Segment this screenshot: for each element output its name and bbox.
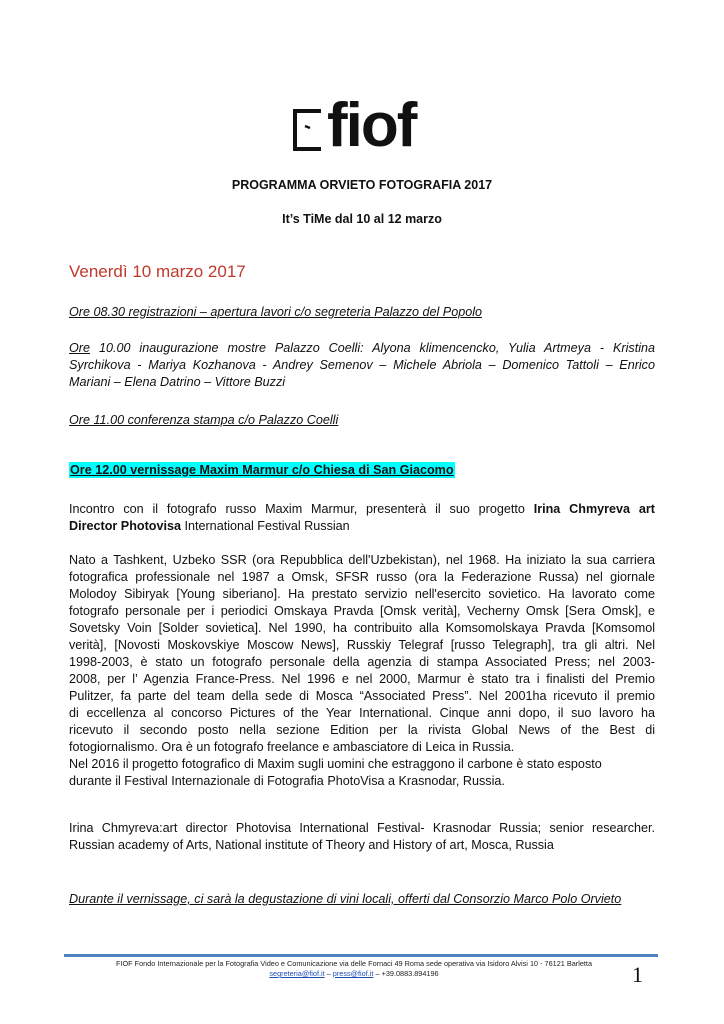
bio-line: Pulitzer, fa parte del team della sede di Mosca “Associated Press”. Nel 2001ha ricevuto il premio	[69, 689, 655, 703]
bio-line: Sovetsky Voin [Solder sovietica]. Nel 1990, ha contribuito alla Komsomolskaya Pravda [Komsomol	[69, 621, 655, 635]
bio-line: 2008, per l’ Agenzia France-Press. Nel 1996 e nel 2000, Marmur è stato tra i finalisti del Premio	[69, 672, 655, 686]
inaugurazione-line-3: Mariani – Elena Datrino – Vittore Buzzi	[69, 375, 286, 389]
inaugurazione-ore: Ore	[69, 341, 90, 355]
program-subtitle: It’s TiMe dal 10 al 12 marzo	[282, 212, 442, 226]
intro-line-2: Director Photovisa International Festival Russian	[69, 519, 350, 533]
bio-line: 1998-2003, è stato un fotografo personale della agenzia di stampa Associated Press; nel 2003-	[69, 655, 655, 669]
bio-line: fotografo personale per i periodici Omskaya Pravda [Omsk verità], Vecherny Omsk [Sera Omsk], e	[69, 604, 655, 618]
footer-phone: – +39.0883.894196	[373, 969, 439, 978]
logo-frame-icon	[291, 108, 327, 152]
item-inaugurazione	[69, 340, 655, 391]
closing-note: Durante il vernissage, ci sarà la degustazione di vini locali, offerti dal Consorzio Marco Polo Orvieto	[69, 892, 622, 906]
bio-paragraph	[69, 552, 655, 790]
intro-bold-2: Director Photovisa	[69, 519, 181, 533]
bio-line: Nel 2016 il progetto fotografico di Maxim sugli uomini che estraggono il carbone è stato esposto	[69, 757, 602, 771]
inaugurazione-line-2: Syrchikova - Mariya Kozhanova - Andrey Semenov – Michele Abriola – Domenico Tattoli – Enrico	[69, 358, 655, 372]
item-registrazioni: Ore 08.30 registrazioni – apertura lavori c/o segreteria Palazzo del Popolo	[69, 305, 483, 319]
logo-wordmark: fiof	[327, 91, 416, 160]
fiof-logo	[291, 91, 436, 160]
footer-divider	[64, 954, 658, 957]
vernissage-highlight: Ore 12.00 vernissage Maxim Marmur c/o Chiesa di San Giacomo	[70, 463, 454, 477]
intro-bold-1: Irina Chmyreva art	[533, 502, 655, 516]
bio-line: verità], [Novosti Moskovskiye Moscow News], Russkiy Telegraf [russo Telegraph], tra gli altri. Nel	[69, 638, 655, 652]
intro-paragraph	[69, 501, 655, 535]
bio-line: Nato a Tashkent, Uzbeko SSR (ora Repubblica dell'Uzbekistan), nel 1968. Ha iniziato la sua carriera	[69, 553, 655, 567]
item-vernissage	[69, 462, 655, 479]
bio-line: ricevuto il secondo posto nella sezione Edition per la rivista Global News of the Best di	[69, 723, 655, 737]
bio-line: durante il Festival Internazionale di Fotografia PhotoVisa a Krasnodar, Russia.	[69, 774, 505, 788]
page-number: 1	[632, 962, 643, 987]
day-heading: Venerdì 10 marzo 2017	[69, 262, 246, 281]
intro-line-1: Incontro con il fotografo russo Maxim Marmur, presenterà il suo progetto Irina Chmyreva art	[69, 502, 655, 516]
program-title: PROGRAMMA ORVIETO FOTOGRAFIA 2017	[231, 178, 493, 192]
footer	[64, 959, 644, 979]
bio-line: di eccellenza al concorso Pictures of the Year International. Cinque anni dopo, il suo lavoro ha	[69, 706, 655, 720]
footer-email-segreteria[interactable]: segreteria@fiof.it	[269, 969, 325, 978]
footer-email-press[interactable]: press@fiof.it	[332, 969, 374, 978]
irina-paragraph	[69, 820, 655, 854]
bio-line: fotografica professionale nel 1987 a Omsk, SFSR russo (ora la Federazione Russa) nel giornale	[69, 570, 655, 584]
footer-contacts: segreteria@fiof.it – press@fiof.it – +39.0883.894196	[269, 969, 439, 978]
bio-line: Molodoy Sibiryak [Young siberiano]. Ha prestato servizio nell'esercito sovietico. Ha lavorato come	[69, 587, 655, 601]
inaugurazione-line-1: Ore 10.00 inaugurazione mostre Palazzo Coelli: Alyona klimencencko, Yulia Artmeya - Kristina	[69, 341, 656, 355]
bio-line: fotogiornalismo. Ora è un fotografo freelance e ambasciatore di Leica in Russia.	[69, 740, 515, 754]
item-conferenza: Ore 11.00 conferenza stampa c/o Palazzo Coelli	[69, 413, 339, 427]
footer-address: FIOF Fondo Internazionale per la Fotografia Video e Comunicazione via delle Fornaci 49 Roma sede operativa via Isidoro Alvisi 10 - 76121 Barletta	[115, 959, 593, 968]
irina-line-2: Russian academy of Arts, National institute of Theory and History of art, Mosca, Russia	[69, 838, 554, 852]
irina-line-1: Irina Chmyreva:art director Photovisa International Festival- Krasnodar Russia; senior researcher.	[69, 821, 655, 835]
